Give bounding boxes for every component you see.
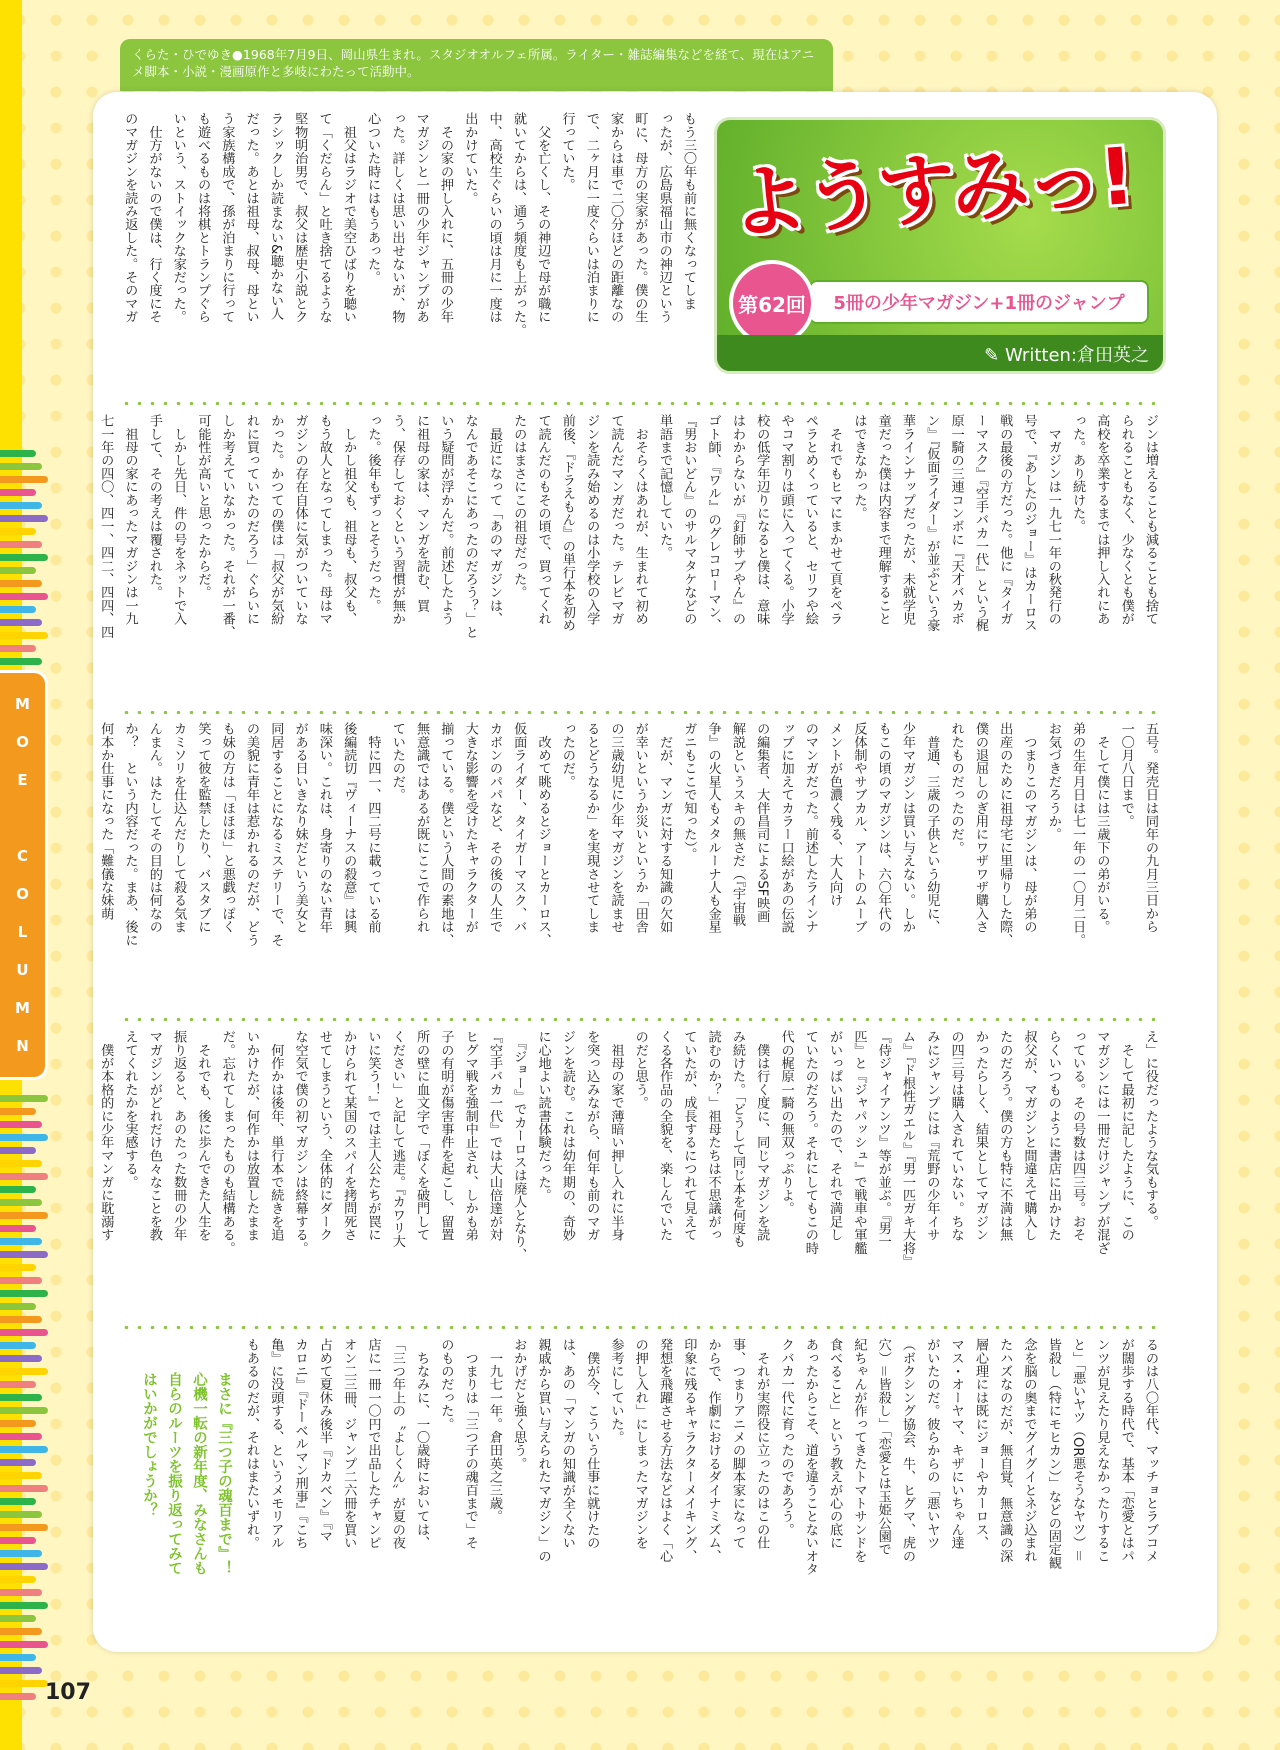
text-column: もこの頃のマガジンは、六〇年代の bbox=[875, 722, 891, 934]
text-column: ちなみに、一〇歳時においては、 bbox=[414, 1338, 430, 1550]
text-column: えてくれたかを実感する。 bbox=[122, 1030, 138, 1189]
text-column: 祖父はラジオで美空ひばりを聴い bbox=[340, 112, 356, 324]
text-column: 心ついた時にはもうあった。 bbox=[365, 112, 381, 284]
text-column: のマンガだった。前述したラインナ bbox=[802, 722, 818, 934]
text-column: て読んだのもその頃で、買ってくれ bbox=[535, 414, 551, 626]
text-column: 亀』に没頭する、というメモリアル bbox=[268, 1338, 284, 1550]
text-column: カミソリを仕込んだりして殺る気ま bbox=[171, 722, 187, 934]
text-column: しかし先日、件の号をネットで入 bbox=[171, 414, 187, 626]
text-column: 無意識ではあるが既にここで作られ bbox=[414, 722, 430, 934]
text-column: 就いてからは、通う頻度も上がった。 bbox=[510, 112, 526, 337]
text-column: う、保存しておくという習慣が無か bbox=[389, 414, 405, 626]
text-column: 行っていた。 bbox=[559, 112, 575, 192]
stripe bbox=[0, 1381, 36, 1388]
text-block-3 bbox=[98, 722, 1162, 1022]
text-column: 店に一冊一〇円で出品したチャンピ bbox=[365, 1338, 381, 1550]
text-column: いかけたが、何作かは放置したまま bbox=[244, 1030, 260, 1242]
stripe bbox=[0, 1147, 36, 1154]
text-column: れに買っていたのだろう」ぐらいに bbox=[244, 414, 260, 626]
text-column: られることもなく、少なくとも僕が bbox=[1118, 414, 1134, 626]
stripe bbox=[0, 1667, 42, 1674]
text-column: そして最初に記したように、この bbox=[1118, 1030, 1134, 1242]
text-column: 笑って彼を監禁したり、バスタブに bbox=[195, 722, 211, 934]
text-column: 手して、その考えは覆された。 bbox=[146, 414, 162, 599]
text-column: ヒグマ戦を強制中止され、しかも弟 bbox=[462, 1030, 478, 1242]
text-column: もう故人となってしまった。母はマ bbox=[316, 414, 332, 626]
text-column: るとどうなるか」を実現させてしま bbox=[584, 722, 600, 934]
closing-line: 心機一転の新年度、みなさんも bbox=[191, 1372, 207, 1575]
episode-subtitle: 5冊の少年マガジン+1冊のジャンプ bbox=[809, 280, 1149, 324]
text-column: 大きな影響を受けたキャラクターが bbox=[462, 722, 478, 934]
text-column: 童だった僕は内容まで理解すること bbox=[875, 414, 891, 626]
stripe bbox=[0, 1693, 36, 1700]
text-column: かったらしく、結果としてマガジン bbox=[972, 1030, 988, 1242]
text-column: 揃っている。僕という人間の素地は、 bbox=[438, 722, 454, 947]
text-column: 後編読切『ヴィーナスの殺意』は興 bbox=[341, 722, 357, 934]
stripe bbox=[0, 1459, 36, 1466]
text-column: の四三号は購入されていない。ちな bbox=[948, 1030, 964, 1242]
text-column: が幸いというか災いというか「田舎 bbox=[632, 722, 648, 934]
text-column: 普通、三歳の子供という幼児に、 bbox=[924, 722, 940, 934]
text-column: 解説というスキの無さだ（『宇宙戦 bbox=[729, 722, 745, 927]
text-column: 華ラインナップだったが、未就学児 bbox=[900, 414, 916, 626]
column-logo: ようすみっ! bbox=[726, 132, 1134, 250]
stripe bbox=[0, 1433, 42, 1440]
text-column: オン二三冊、ジャンプ二六冊を買い bbox=[341, 1338, 357, 1550]
stripe bbox=[0, 1277, 42, 1284]
text-column: に心地よい読書体験だった。 bbox=[535, 1030, 551, 1202]
text-column: 町に、母方の実家があった。僕の生 bbox=[632, 112, 648, 324]
text-column: のものだった。 bbox=[438, 1338, 454, 1431]
text-column: ン』『仮面ライダー』が並ぶという豪 bbox=[924, 414, 940, 632]
text-column: くる各作品の全貌を、楽しんでいた bbox=[657, 1030, 673, 1242]
stripe bbox=[0, 1485, 48, 1492]
text-column: ていたのだろう。それにしてもこの時 bbox=[802, 1030, 818, 1255]
stripe bbox=[0, 1472, 42, 1479]
text-column: 家からは車で二〇分ほどの距離なの bbox=[608, 112, 624, 324]
text-column: て「くだらん」と吐き捨てるような bbox=[316, 112, 332, 324]
text-column: ーマスク』『空手バカ一代』という梶 bbox=[972, 414, 988, 632]
text-column: メントが色濃く残る、大人向け bbox=[827, 722, 843, 907]
text-column: たのはまさにこの祖母だった。 bbox=[511, 414, 527, 599]
text-column: 占めて夏休み後半『ドカベン』『マ bbox=[316, 1338, 332, 1543]
stripe bbox=[0, 1420, 36, 1427]
text-column: のマガジンを読み返した。そのマガ bbox=[122, 112, 138, 324]
text-column: 層心理には既にジョーやカーロス、 bbox=[972, 1338, 988, 1550]
text-column: かけられて某国のスパイを拷問死さ bbox=[341, 1030, 357, 1242]
text-column: ペラとめくっていると、セリフや絵 bbox=[802, 414, 818, 626]
tab-letter: L bbox=[17, 923, 28, 941]
stripe bbox=[0, 1108, 36, 1115]
stripe bbox=[0, 1615, 36, 1622]
stripe bbox=[0, 1290, 48, 1297]
text-column: 争』の火星人もメタルーナ人も金星 bbox=[705, 722, 721, 934]
text-column: お気づきだろうか。 bbox=[1045, 722, 1061, 841]
stripe bbox=[0, 1251, 48, 1258]
text-column: 七一年の四〇、四一、四二、四四、四 bbox=[98, 414, 114, 639]
stripe bbox=[0, 528, 36, 535]
text-column: を突っ込みながら、何年も前のマガ bbox=[584, 1030, 600, 1242]
text-column: 校の低学年辺りになると僕は、意味 bbox=[754, 414, 770, 626]
text-block-5 bbox=[232, 1338, 1162, 1638]
text-column: 仮面ライダー、タイガーマスク、バ bbox=[511, 722, 527, 934]
stripe bbox=[0, 1173, 48, 1180]
text-column: ンツが見えたり見えなかったりするこ bbox=[1094, 1338, 1110, 1563]
stripe bbox=[0, 1121, 42, 1128]
text-column: に祖母の家は、マンガを読む、買 bbox=[414, 414, 430, 612]
text-column: マガジンがどれだけ色々なことを教 bbox=[146, 1030, 162, 1242]
text-column: いという、ストイックな家だった。 bbox=[170, 112, 186, 324]
text-column: カボンのパパなど、その後の人生で bbox=[486, 722, 502, 934]
text-column: の美貌に青年は惹かれるのだが、どう bbox=[244, 722, 260, 947]
text-column: 出産のために祖母宅に里帰りした際、 bbox=[997, 722, 1013, 947]
text-column: みにジャンプには『荒野の少年イサ bbox=[924, 1030, 940, 1242]
text-column: え」に役だったような気もする。 bbox=[1143, 1030, 1158, 1228]
tab-letter: O bbox=[16, 885, 29, 903]
text-column: がある日いきなり妹だという美女と bbox=[292, 722, 308, 934]
text-column: の三歳幼児に少年マガジンを読ませ bbox=[608, 722, 624, 934]
text-column: 改めて眺めるとジョーとカーロス、 bbox=[535, 722, 551, 947]
stripe bbox=[0, 593, 48, 600]
text-column: クバカ一代に育ったのであろう。 bbox=[778, 1338, 794, 1536]
stripe bbox=[0, 1394, 42, 1401]
dotted-divider bbox=[120, 1326, 1160, 1329]
text-column: ップに加えてカラー口絵があの伝説 bbox=[778, 722, 794, 934]
text-column: カロニ』『ドーベルマン刑事』『こち bbox=[292, 1338, 308, 1550]
tab-letter: C bbox=[16, 847, 28, 865]
text-column: 『男おいどん』のサルマタケなどの bbox=[681, 414, 697, 626]
text-column: 所の壁に血文字で「ぼくを破門して bbox=[414, 1030, 430, 1242]
text-column: 匹』と『ジャパッシュ』で戦車や軍艦 bbox=[851, 1030, 867, 1255]
stripe bbox=[0, 1264, 36, 1271]
text-column: 祖母の家で薄暗い押し入れに半身 bbox=[608, 1030, 624, 1242]
text-column: マガジンには一冊だけジャンプが混ざ bbox=[1094, 1030, 1110, 1255]
stripe bbox=[0, 1095, 48, 1102]
text-column: 発想を飛躍させる方法などはよく「心 bbox=[657, 1338, 673, 1563]
text-column: かった。かつての僕は「叔父が気紛 bbox=[268, 414, 284, 626]
text-column: 僕が本格的に少年マンガに耽溺す bbox=[98, 1030, 114, 1242]
text-column: 何本か仕事になった「難儀な妹萌 bbox=[98, 722, 114, 920]
stripe bbox=[0, 606, 36, 613]
text-column: の編集者、大伴昌司によるSF映画 bbox=[754, 722, 770, 923]
text-column: う家族構成で、孫が泊まりに行って bbox=[219, 112, 235, 324]
text-column: ゴト師、『ワル』のグレコローマン、 bbox=[705, 414, 721, 632]
text-column: 祖母の家にあったマガジンは一九 bbox=[122, 414, 138, 626]
text-column: 『侍ジャイアンツ』等が並ぶ。『男一 bbox=[875, 1030, 891, 1248]
text-column: 僕の退屈しのぎ用にワザワザ購入さ bbox=[972, 722, 988, 934]
stripe bbox=[0, 1212, 48, 1219]
text-column: 「三つ年上の〝よしくん〟が夏の夜 bbox=[389, 1338, 405, 1550]
text-column: 特に四一、四二号に載っている前 bbox=[365, 722, 381, 934]
stripe bbox=[0, 1303, 36, 1310]
text-column: もう三〇年も前に無くなってしま bbox=[681, 112, 696, 310]
text-column: な空気で僕の初マガジンは終幕する。 bbox=[292, 1030, 308, 1255]
stripe bbox=[0, 1524, 48, 1531]
stripe bbox=[0, 632, 48, 639]
stripe bbox=[0, 1329, 48, 1336]
text-column: 高校を卒業するまでは押し入れにあ bbox=[1094, 414, 1110, 626]
text-column: 堅物明治男で、叔父は歴史小説とク bbox=[292, 112, 308, 324]
text-column: しかし祖父も、祖母も、叔父も、 bbox=[341, 414, 357, 626]
stripe bbox=[0, 1654, 36, 1661]
text-column: 叔父が、マガジンと間違えて購入し bbox=[1021, 1030, 1037, 1242]
text-column: だった。あとは祖母、叔母、母とい bbox=[243, 112, 259, 324]
tab-letter: N bbox=[16, 1037, 29, 1055]
text-column: それが実際役に立ったのはこの仕 bbox=[754, 1338, 770, 1550]
text-column: は、あの「マンガの知識が全くない bbox=[559, 1338, 575, 1550]
text-column: 前後、『ドラえもん』の単行本を初め bbox=[559, 414, 575, 632]
text-column: それでも、後に歩んできた人生を bbox=[195, 1030, 211, 1242]
text-column: ラシックしか読まない&聴かない人 bbox=[267, 112, 283, 321]
text-column: 参考にしていた。 bbox=[608, 1338, 624, 1444]
text-column: せてしまうという、全体的にダーク bbox=[316, 1030, 332, 1242]
text-column: 穴）＝皆殺し」「恋愛とは玉姫公園で bbox=[875, 1338, 891, 1556]
text-column: 一〇月八日まで。 bbox=[1118, 722, 1134, 828]
text-column: そして僕には三歳下の弟がいる。 bbox=[1094, 722, 1110, 934]
text-column: んまん。はたしてその目的は何なの bbox=[146, 722, 162, 934]
text-column: 原一騎の三連コンボに『天才バカボ bbox=[948, 414, 964, 626]
text-column: も遊べるものは将棋とトランプぐら bbox=[195, 112, 211, 324]
text-column: 同居することになるミステリーで、そ bbox=[268, 722, 284, 947]
stripe bbox=[0, 1238, 42, 1245]
dotted-divider bbox=[120, 711, 1160, 714]
stripe bbox=[0, 502, 42, 509]
tab-letter: U bbox=[16, 961, 29, 979]
stripe bbox=[0, 1225, 36, 1232]
stripe bbox=[0, 476, 48, 483]
text-block-2 bbox=[98, 414, 1162, 714]
episode-badge: 第62回 bbox=[729, 260, 815, 346]
stripe bbox=[0, 1537, 36, 1544]
stripe bbox=[0, 645, 36, 652]
stripe bbox=[0, 1498, 36, 1505]
stripe bbox=[0, 1576, 36, 1583]
text-column: はわからないが『釘師サブやん』の bbox=[729, 414, 745, 626]
moe-column-tab bbox=[0, 670, 48, 1080]
text-column: たのだろう。僕の方も特に不満は無 bbox=[997, 1030, 1013, 1242]
text-column: 僕が今、こういう仕事に就けたの bbox=[584, 1338, 600, 1550]
text-column: ム』『ド根性ガエル』『男一匹ガキ大将』 bbox=[900, 1030, 916, 1268]
text-column: 食べること」という教えが心の底に bbox=[827, 1338, 843, 1550]
text-column: なんであそこにあったのだろう？」と bbox=[462, 414, 478, 639]
text-block-4 bbox=[98, 1030, 1162, 1330]
text-column: も妹の方は「ほほほ」と悪戯っぽく bbox=[219, 722, 235, 934]
text-column: の押し入れ」にしまったマガジンを bbox=[632, 1338, 648, 1550]
text-column: 可能性が高いと思ったからだ。 bbox=[195, 414, 211, 599]
stripe bbox=[0, 1511, 42, 1518]
text-column: っている。その号数は四三号。おそ bbox=[1070, 1030, 1086, 1242]
stripe bbox=[0, 1641, 48, 1648]
stripe bbox=[0, 1446, 48, 1453]
text-column: 味深い。これは、身寄りのない青年 bbox=[316, 722, 332, 934]
text-column: と」「悪いヤツ（OR悪そうなヤツ）＝ bbox=[1070, 1338, 1086, 1563]
text-column: ください」と記して逃走。『カワリ大 bbox=[389, 1030, 405, 1248]
text-column: るのは八〇年代、マッチョとラブコメ bbox=[1143, 1338, 1158, 1563]
text-column: マガジンは一九七一年の秋発行の bbox=[1045, 414, 1061, 626]
column-title-box bbox=[714, 117, 1166, 374]
text-column: いう疑問が浮かんだ。前述したよう bbox=[438, 414, 454, 626]
text-column: 振り返ると、あのたった数冊の少年 bbox=[171, 1030, 187, 1242]
author-bio: くらた・ひでゆき●1968年7月9日、岡山県生まれ。スタジオオルフェ所属。ライター・雑誌編集などを経て、現在はアニメ脚本・小説・漫画原作と多岐にわたって活動中。 bbox=[120, 39, 833, 91]
dotted-divider bbox=[120, 1018, 1160, 1021]
text-column: 何作かは後年、単行本で続きを追 bbox=[268, 1030, 284, 1242]
text-column: ったのだ。 bbox=[559, 722, 575, 788]
stripe bbox=[0, 658, 42, 665]
text-column: ジンを読む。これは幼年期の、奇妙 bbox=[559, 1030, 575, 1242]
dotted-divider bbox=[120, 402, 1160, 405]
text-column: て読んだマンガだった。テレビマガ bbox=[608, 414, 624, 626]
text-column: ったが、広島県福山市の神辺という bbox=[656, 112, 672, 324]
closing-message bbox=[126, 1372, 236, 1672]
text-column: 印象に残るキャラクターメイキング、 bbox=[681, 1338, 697, 1563]
text-column: った。後年もずっとそうだった。 bbox=[365, 414, 381, 612]
text-column: で、二ヶ月に一度ぐらいは泊まりに bbox=[583, 112, 599, 324]
stripe bbox=[0, 1134, 48, 1141]
text-column: 事、つまりアニメの脚本家になって bbox=[729, 1338, 745, 1550]
stripe bbox=[0, 450, 36, 457]
stripe bbox=[0, 619, 42, 626]
text-column: った。あり続けた。 bbox=[1070, 414, 1086, 533]
text-column: それでもヒマにまかせて頁をペラ bbox=[827, 414, 843, 626]
byline-text: Written:倉田英之 bbox=[1004, 345, 1149, 366]
stripe bbox=[0, 489, 36, 496]
closing-line: はいかがでしょうか？ bbox=[141, 1372, 157, 1517]
text-column: マガジンと一冊の少年ジャンプがあ bbox=[413, 112, 429, 324]
stripe bbox=[0, 1199, 42, 1206]
tab-letter bbox=[20, 799, 25, 837]
tab-letter: E bbox=[17, 771, 28, 789]
text-column: おそらくはあれが、生まれて初め bbox=[632, 414, 648, 626]
text-column: が闊歩する時代で、基本「恋愛とはパ bbox=[1118, 1338, 1134, 1563]
pencil-icon: ✎ bbox=[984, 345, 1005, 366]
tab-letter: M bbox=[15, 999, 30, 1017]
text-column: 弟の生年月日は七一年の一〇月二日。 bbox=[1070, 722, 1086, 947]
text-column: 少年マガジンは買い与えない。しか bbox=[900, 722, 916, 934]
text-column: のだと思う。 bbox=[632, 1030, 648, 1110]
text-column: か？ という内容だった。まあ、後に bbox=[122, 722, 138, 947]
text-column: 一九七一年。倉田英之三歳。 bbox=[486, 1338, 502, 1523]
stripe bbox=[0, 567, 36, 574]
stripe bbox=[0, 1602, 48, 1609]
stripe bbox=[0, 463, 42, 470]
text-column: つまりは「三つ子の魂百まで」そ bbox=[462, 1338, 478, 1550]
text-column: 僕は行く度に、同じマガジンを読 bbox=[754, 1030, 770, 1242]
text-column: れたものだったのだ。 bbox=[948, 722, 964, 854]
text-column: もあるのだが、それはまたいずれ。 bbox=[244, 1338, 260, 1550]
text-column: やコマ割りは頭に入ってくる。小学 bbox=[778, 414, 794, 626]
text-column: だ。忘れてしまったものも結構ある。 bbox=[219, 1030, 235, 1255]
text-column: ガジンの存在自体に気がついていな bbox=[292, 414, 308, 626]
text-column: その家の押し入れに、五冊の少年 bbox=[438, 112, 454, 324]
stripe bbox=[0, 1160, 42, 1167]
text-column: 皆殺し（特にモヒカン）」などの固定観 bbox=[1045, 1338, 1061, 1569]
text-column: 出かけていた。 bbox=[462, 112, 478, 205]
page-number: 107 bbox=[45, 1680, 91, 1705]
text-column: 最近になって「あのマガジンは、 bbox=[486, 414, 502, 626]
stripe bbox=[0, 1589, 42, 1596]
text-column: 『ジョー』でカーロスは廃人となり、 bbox=[511, 1030, 527, 1261]
stripe bbox=[0, 1628, 42, 1635]
text-column: 中、高校生ぐらいの頃は月に一度は bbox=[486, 112, 502, 324]
tab-letter: M bbox=[15, 695, 30, 713]
tab-letter: O bbox=[16, 733, 29, 751]
text-column: はできなかった。 bbox=[851, 414, 867, 520]
stripe bbox=[0, 1563, 48, 1570]
stripe bbox=[0, 1186, 36, 1193]
text-column: ジンを読み始めるのは小学校の入学 bbox=[584, 414, 600, 626]
text-column: 号で、『あしたのジョー』はカーロス bbox=[1021, 414, 1037, 632]
text-column: （ボクシング協会、牛、ヒグマ、虎の bbox=[900, 1338, 916, 1563]
stripe bbox=[0, 541, 42, 548]
text-column: おかげだと強く思う。 bbox=[511, 1338, 527, 1470]
text-column: 単語まで記憶していた。 bbox=[657, 414, 673, 560]
text-column: たハズなのだが、無自覚、無意識の深 bbox=[997, 1338, 1013, 1563]
text-column: つまりこのマガジンは、母が弟の bbox=[1021, 722, 1037, 934]
text-column: 反体制やサブカル、アートのムーブ bbox=[851, 722, 867, 934]
stripe bbox=[0, 1680, 48, 1687]
closing-line: 自らのルーツを振り返ってみて bbox=[166, 1372, 182, 1575]
text-column: しか考えていなかった。それが一番、 bbox=[219, 414, 235, 639]
text-column: だが、マンガに対する知識の欠如 bbox=[657, 722, 673, 934]
text-column: からで、作劇におけるダイナミズム、 bbox=[705, 1338, 721, 1563]
byline bbox=[717, 335, 1163, 371]
text-column: ジンは増えることも減ることも捨て bbox=[1143, 414, 1158, 626]
text-column: 念を脳の奥までグイグイとネジ込まれ bbox=[1021, 1338, 1037, 1563]
stripe bbox=[0, 1342, 36, 1349]
stripe bbox=[0, 1316, 42, 1323]
stripe bbox=[0, 1550, 42, 1557]
text-column: 紀ちゃんが作ってきたトマトサンドを bbox=[851, 1338, 867, 1563]
text-column: 五号。発売日は同年の九月三日から bbox=[1143, 722, 1158, 934]
text-column: 子の有明が傷害事件を起こし、留置 bbox=[438, 1030, 454, 1242]
stripe bbox=[0, 554, 48, 561]
text-column: った。詳しくは思い出せないが、物 bbox=[389, 112, 405, 324]
text-block-1 bbox=[120, 112, 700, 412]
text-column: み続けた。「どうして同じ本を何度も bbox=[729, 1030, 745, 1248]
closing-line: まさに『三つ子の魂百まで』！ bbox=[216, 1372, 232, 1575]
text-column: 代の梶原一騎の無双っぷりよ。 bbox=[778, 1030, 794, 1215]
text-column: 読むのか？」祖母たちは不思議がっ bbox=[705, 1030, 721, 1242]
text-column: らくいつものように書店に出かけた bbox=[1045, 1030, 1061, 1242]
text-column: 戦の最後の方だった。他に『タイガ bbox=[997, 414, 1013, 626]
stripe bbox=[0, 515, 48, 522]
text-column: がいたのだ。彼らからの「悪いヤツ bbox=[924, 1338, 940, 1550]
text-column: 仕方がないので僕は、行く度にそ bbox=[146, 112, 162, 324]
text-column: いに笑う！』では主人公たちが罠に bbox=[365, 1030, 381, 1242]
stripe bbox=[0, 580, 42, 587]
text-column: ていたが、成長するにつれて見えて bbox=[681, 1030, 697, 1242]
text-column: がいっぱい出たので、それで満足し bbox=[827, 1030, 843, 1242]
text-column: 父を亡くし、その神辺で母が職に bbox=[535, 112, 551, 324]
text-column: 親戚から買い与えられたマガジン」の bbox=[535, 1338, 551, 1563]
text-column: ていたのだ。 bbox=[389, 722, 405, 802]
stripe bbox=[0, 1355, 42, 1362]
text-column: あったからこそ、道を違うことないオタ bbox=[802, 1338, 818, 1576]
text-column: ガニもここで知った）。 bbox=[681, 722, 697, 861]
stripe bbox=[0, 1407, 48, 1414]
stripe bbox=[0, 1368, 48, 1375]
text-column: マス・オーヤマ、キザにいちゃん達 bbox=[948, 1338, 964, 1550]
text-column: 『空手バカ一代』では大山倍達が対 bbox=[486, 1030, 502, 1242]
